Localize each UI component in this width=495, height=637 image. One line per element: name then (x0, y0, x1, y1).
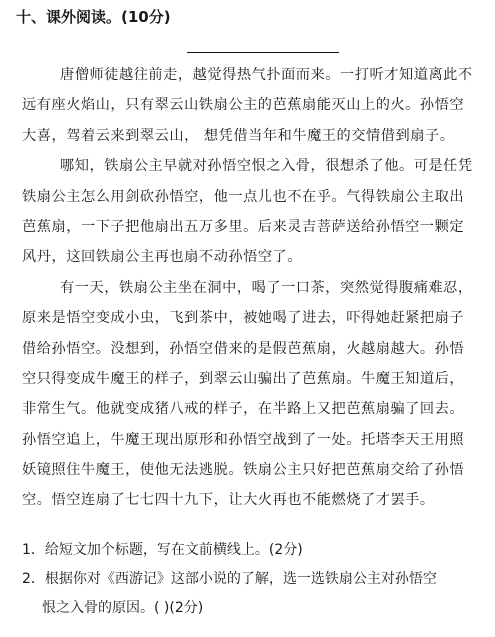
passage-line: 空。悟空连扇了七七四十九下，让大火再也不能燃烧了才罢手。 (22, 492, 435, 509)
questions (22, 536, 482, 623)
reading-passage (22, 60, 478, 516)
question-2-continued: 恨之入骨的原因。( )(2分) (42, 600, 204, 616)
passage-line: 孙悟空追上，牛魔王现出原形和孙悟空战到了一处。托塔李天王用照 (22, 431, 465, 448)
passage-line: 妖镜照住牛魔王，使他无法逃脱。铁扇公主只好把芭蕉扇交给了孙悟 (22, 462, 465, 479)
passage-line: 风丹，这回铁扇公主再也扇不动孙悟空了。 (22, 249, 303, 266)
passage-line: 非常生气。他就变成猪八戒的样子，在半路上又把芭蕉扇骗了回去。 (22, 401, 465, 418)
passage-line: 远有座火焰山，只有翠云山铁扇公主的芭蕉扇能灭山上的火。孙悟空 (22, 97, 465, 114)
title-answer-line[interactable] (187, 52, 339, 53)
question-2: 2．根据你对《西游记》这部小说的了解，选一选铁扇公主对孙悟空 (22, 571, 437, 587)
section-title: 十、课外阅读。(10分) (16, 8, 171, 26)
passage-line: 原来是悟空变成小虫，飞到茶中，被她喝了进去，吓得她赶紧把扇子 (22, 310, 465, 327)
passage-line: 借给孙悟空。没想到，孙悟空借来的是假芭蕉扇，火越扇越大。孙悟 (22, 340, 465, 357)
question-1: 1．给短文加个标题，写在文前横线上。(2分) (22, 542, 303, 558)
passage-line: 空只得变成牛魔王的样子，到翠云山骗出了芭蕉扇。牛魔王知道后， (22, 370, 465, 387)
passage-line: 有一天，铁扇公主坐在洞中，喝了一口茶，突然觉得腹痛难忍， (60, 279, 473, 296)
passage-line: 铁扇公主怎么用剑砍孙悟空，他一点儿也不在乎。气得铁扇公主取出 (22, 188, 465, 205)
passage-line: 大喜，驾着云来到翠云山， 想凭借当年和牛魔王的交情借到扇子。 (22, 127, 455, 144)
passage-line: 唐僧师徒越往前走，越觉得热气扑面而来。一打听才知道离此不 (60, 67, 473, 83)
passage-line: 哪知，铁扇公主早就对孙悟空恨之入骨，很想杀了他。可是任凭 (60, 158, 473, 175)
passage-line: 芭蕉扇，一下子把他扇出五万多里。后来灵吉菩萨送给孙悟空一颗定 (22, 218, 465, 235)
